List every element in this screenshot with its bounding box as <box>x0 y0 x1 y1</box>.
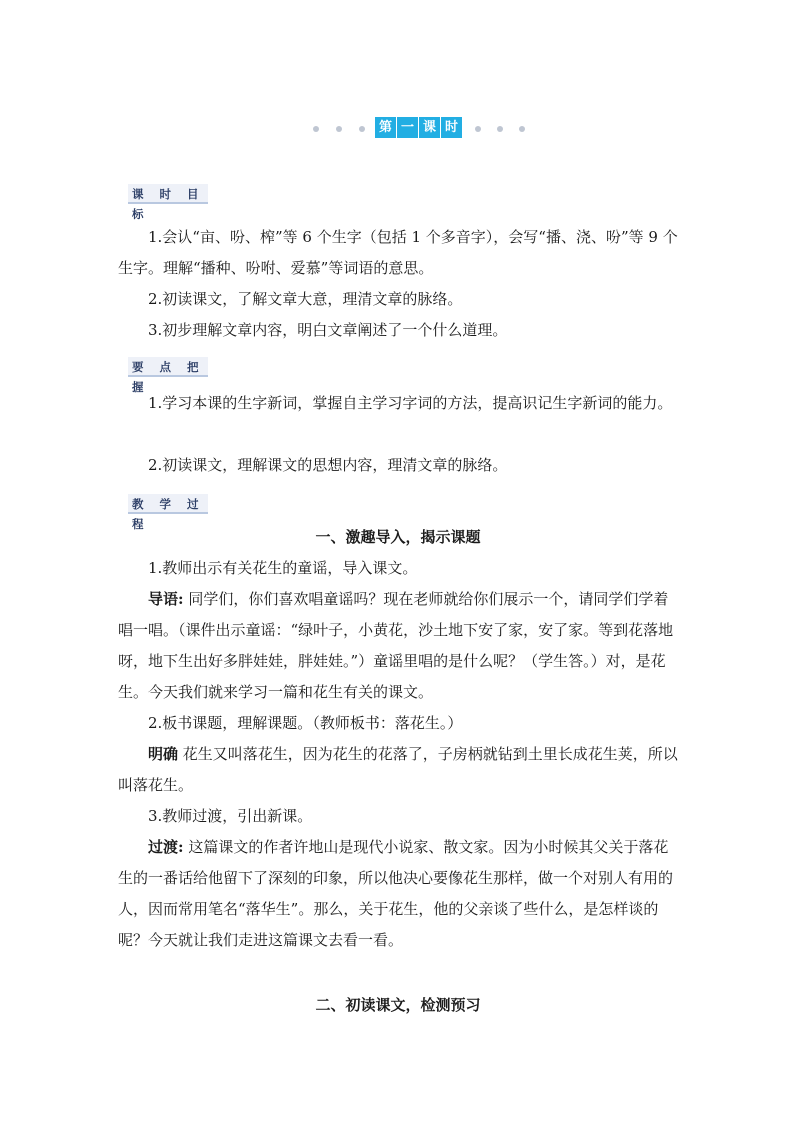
lesson-title-char: 时 <box>441 117 462 138</box>
intro-label: 导语: <box>148 590 184 608</box>
step-1: 1.教师出示有关花生的童谣，导入课文。 <box>148 559 418 577</box>
transition-label: 过渡: <box>148 838 184 856</box>
lesson-title-char: 第 <box>375 117 396 138</box>
part1-heading: 一、激趣导入，揭示课题 <box>315 528 481 546</box>
section-tag-keypoints: 要 点 把 握 <box>128 357 208 377</box>
decorative-dot-icon <box>519 126 525 132</box>
keypoint-item: 1.学习本课的生字新词，掌握自主学习字词的方法，提高识记生字新词的能力。 <box>148 394 673 412</box>
clarify-label: 明确 <box>148 745 179 763</box>
lesson-title-char: 一 <box>397 117 418 138</box>
section-tag-process: 教 学 过 程 <box>128 494 208 514</box>
goal-item: 1.会认“亩、吩、榨”等 6 个生字（包括 1 个多音字），会写“播、浇、吩”等 9 个生字。理解“播种、吩咐、爱慕”等词语的意思。 <box>118 228 678 277</box>
decorative-dot-icon <box>475 126 481 132</box>
goal-item: 3.初步理解文章内容，明白文章阐述了一个什么道理。 <box>148 321 508 339</box>
lesson-header <box>0 116 794 142</box>
lesson-title-char: 课 <box>419 117 440 138</box>
part2-heading: 二、初读课文，检测预习 <box>315 996 481 1014</box>
transition-paragraph <box>118 832 678 956</box>
decorative-dot-icon <box>313 126 319 132</box>
decorative-dot-icon <box>336 126 342 132</box>
section-tag-goals: 课 时 目 标 <box>128 184 208 204</box>
intro-text: 同学们，你们喜欢唱童谣吗？现在老师就给你们展示一个，请同学们学着唱一唱。（课件出示童谣：“绿叶子，小黄花，沙土地下安了家，安了家。等到花落地呀，地下生出好多胖娃娃，胖娃娃。”）童谣里唱的是什么呢？（学生答。）对，是花生。今天我们就来学习一篇和花生有关的课文。 <box>118 590 674 701</box>
step-2: 2.板书课题，理解课题。（教师板书：落花生。） <box>148 714 463 732</box>
decorative-dot-icon <box>359 126 365 132</box>
transition-text: 这篇课文的作者许地山是现代小说家、散文家。因为小时候其父关于落花生的一番话给他留下了深刻的印象，所以他决心要像花生那样，做一个对别人有用的人，因而常用笔名“落华生”。那么，关于花生，他的父亲谈了些什么，是怎样谈的呢？今天就让我们走进这篇课文去看一看。 <box>118 838 674 949</box>
decorative-dot-icon <box>497 126 503 132</box>
clarify-text: 花生又叫落花生，因为花生的花落了，子房柄就钻到土里长成花生荚，所以叫落花生。 <box>118 745 678 794</box>
clarify-paragraph <box>118 739 678 801</box>
step-3: 3.教师过渡，引出新课。 <box>148 807 313 825</box>
keypoint-item: 2.初读课文，理解课文的思想内容，理清文章的脉络。 <box>148 456 508 474</box>
goal-item: 2.初读课文，了解文章大意，理清文章的脉络。 <box>148 290 463 308</box>
intro-paragraph <box>118 584 678 708</box>
